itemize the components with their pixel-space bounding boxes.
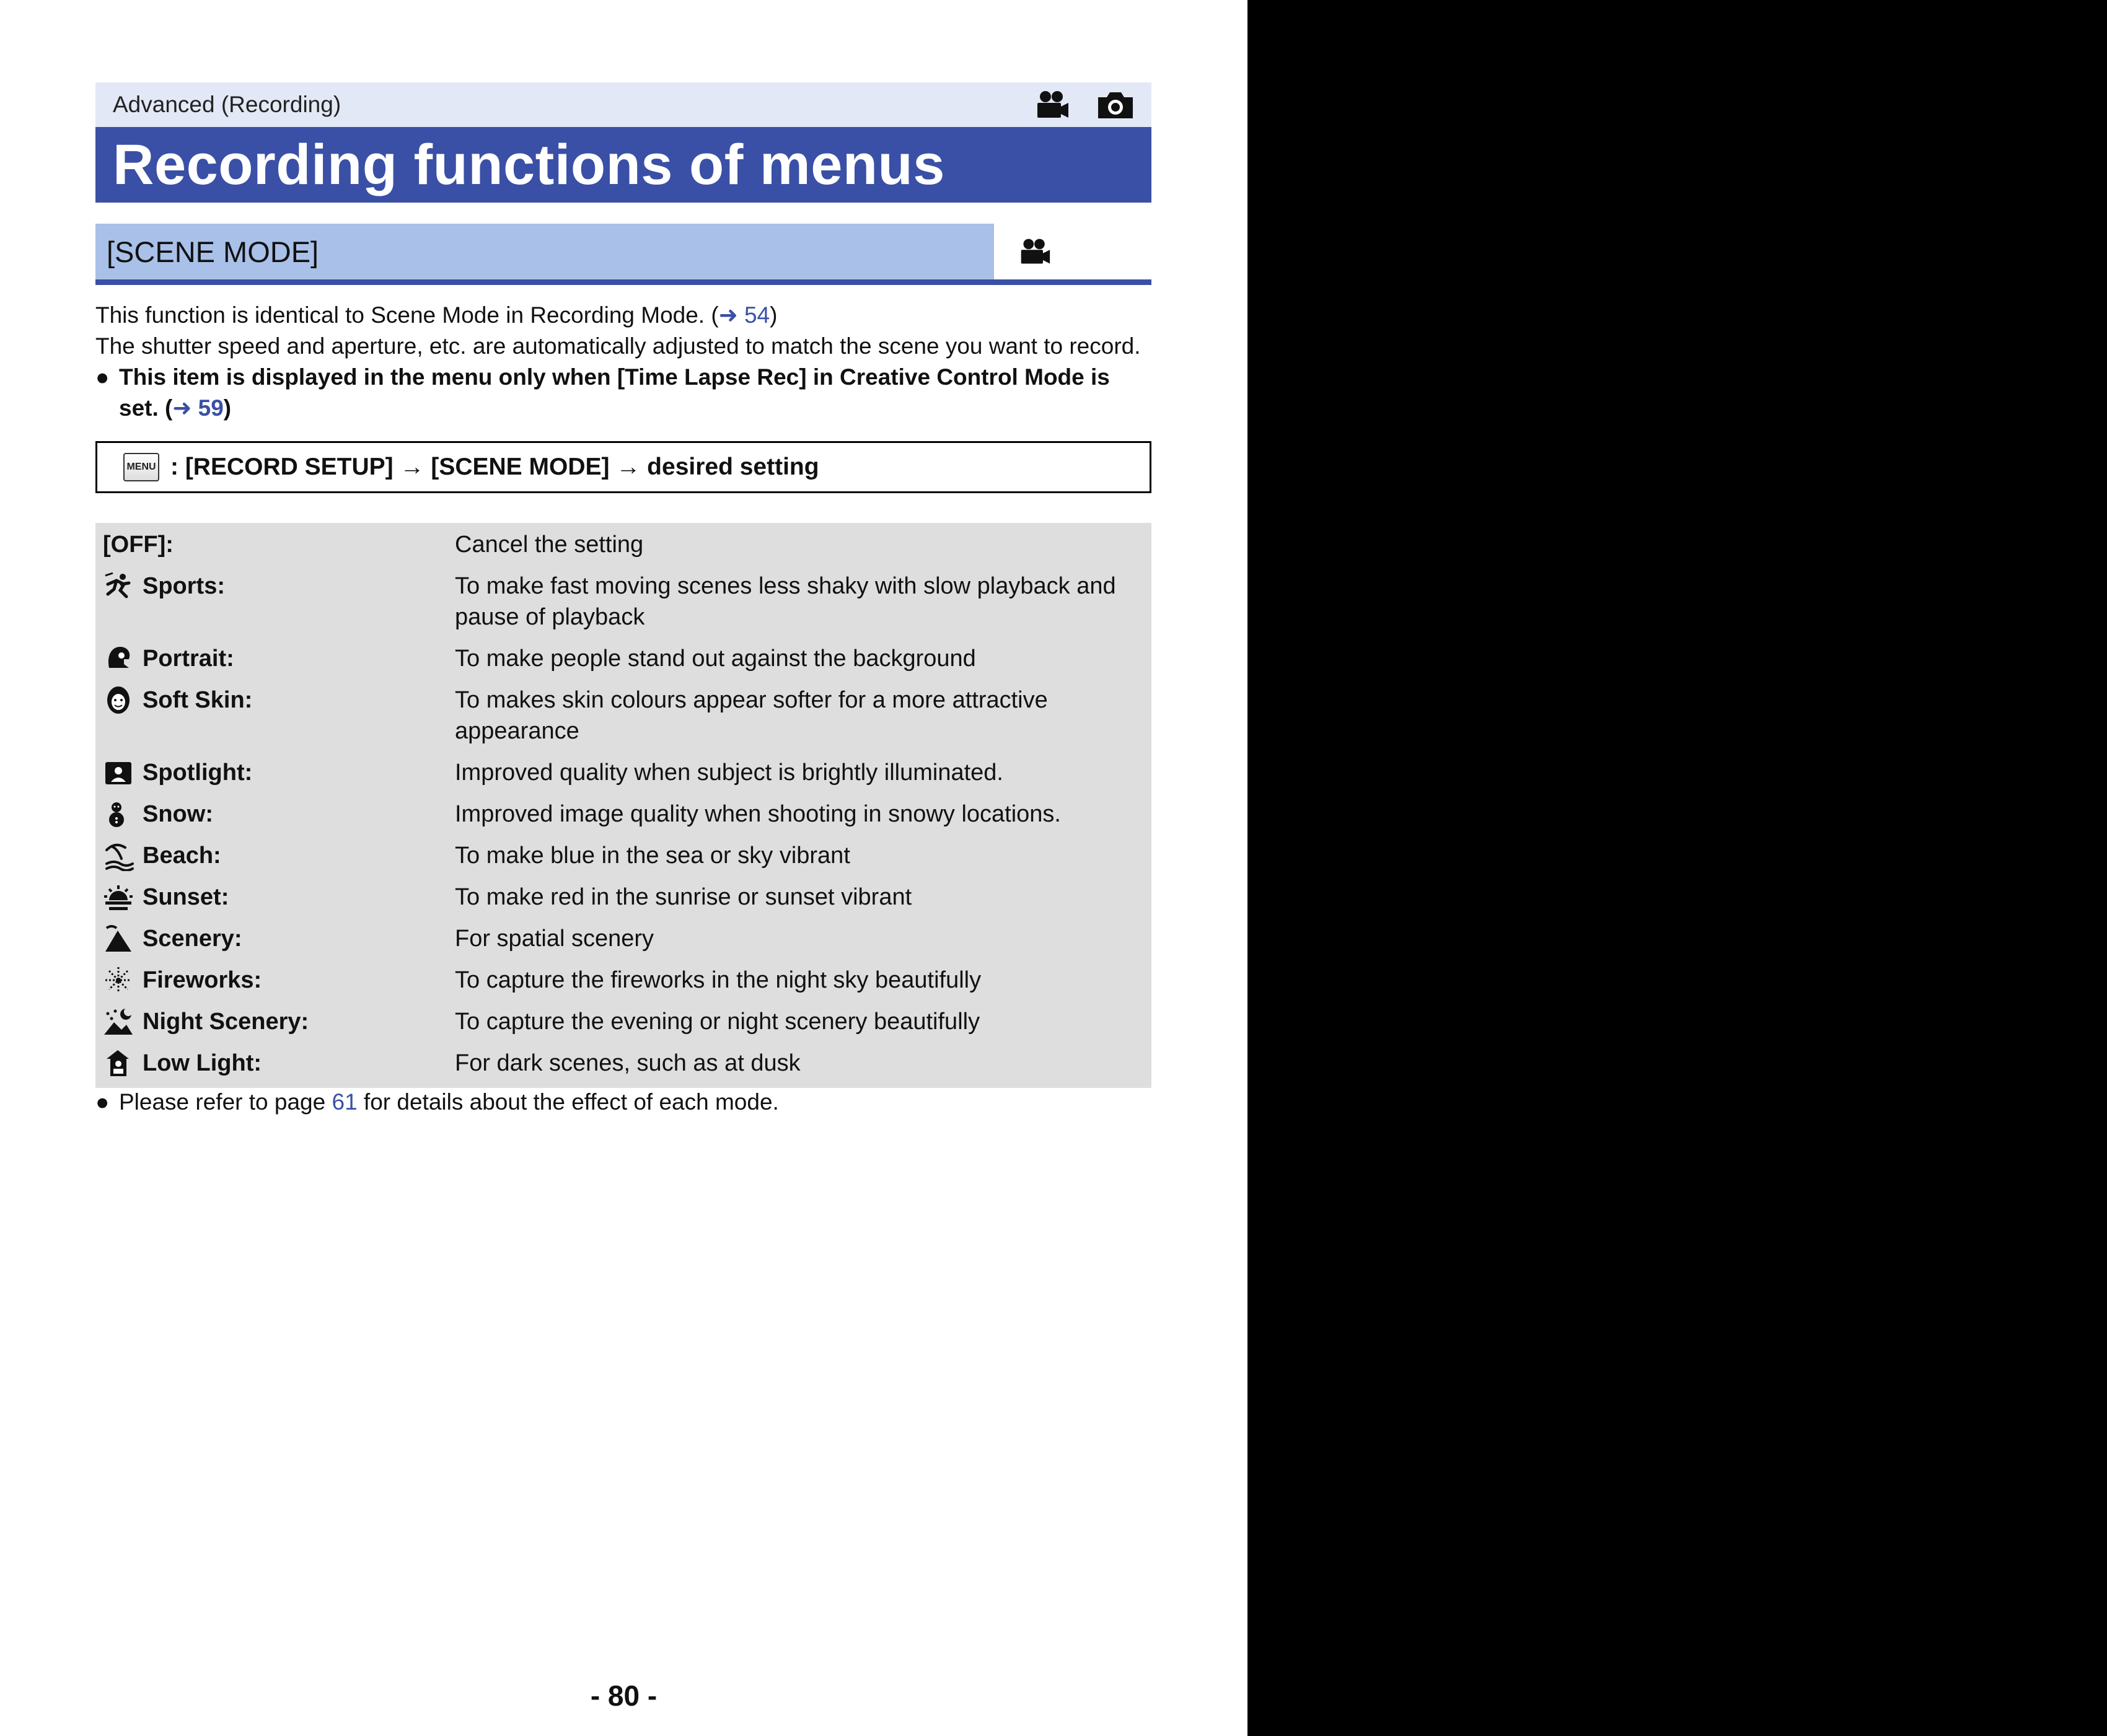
setting-desc: Cancel the setting (455, 532, 644, 558)
setting-row (95, 918, 1151, 960)
setting-name (95, 965, 455, 996)
page-ref-link[interactable]: ➜ 54 (718, 302, 770, 328)
setting-label: Fireworks: (143, 967, 262, 993)
setting-desc: To makes skin colours appear softer for a more attractive appearance (455, 687, 1048, 744)
availability-note (95, 362, 1151, 424)
beach-icon (103, 840, 143, 871)
setting-row (95, 566, 1151, 638)
intro-line-1 (95, 300, 1151, 331)
intro-line-2: The shutter speed and aperture, etc. are automatically adjusted to match the scene you want to record. (95, 333, 1141, 359)
menu-key-icon: MENU (123, 453, 159, 481)
setting-row (95, 960, 1151, 1001)
setting-label: Soft Skin: (143, 687, 253, 713)
setting-name (95, 840, 455, 871)
soft-skin-icon (103, 685, 143, 716)
setting-name (95, 643, 455, 674)
sports-icon (103, 571, 143, 602)
setting-name (95, 923, 455, 954)
menu-path-text: : [RECORD SETUP] → [SCENE MODE] → desired setting (170, 454, 819, 480)
bullet-dot: ● (95, 1089, 110, 1115)
setting-name (95, 799, 455, 830)
availability-text (119, 362, 1151, 424)
setting-name (95, 571, 455, 633)
portrait-icon (103, 643, 143, 674)
paren-close: ) (770, 302, 778, 328)
subsection-mode (994, 224, 1151, 279)
setting-desc: To capture the evening or night scenery beautifully (455, 1009, 980, 1035)
sunset-icon (103, 882, 143, 913)
snow-icon (103, 799, 143, 830)
availability-text-body: This item is displayed in the menu only when [Time Lapse Rec] in Creative Control Mode is set. ( (119, 364, 1110, 421)
section-label: Advanced (Recording) (113, 92, 341, 117)
setting-name (95, 882, 455, 913)
scenery-icon (103, 923, 143, 954)
subsection-title: [SCENE MODE] (95, 224, 994, 279)
note-text: Please refer to page (119, 1089, 332, 1115)
setting-desc: Improved quality when subject is brightly illuminated. (455, 760, 1003, 786)
setting-label: Low Light: (143, 1050, 262, 1076)
setting-label: Sports: (143, 573, 225, 599)
bullet-dot: ● (95, 364, 110, 390)
setting-name (95, 685, 455, 747)
page-title: Recording functions of menus (113, 133, 945, 196)
page-content (95, 82, 1151, 1116)
motion-picture-icon (1035, 90, 1070, 119)
setting-row (95, 877, 1151, 918)
setting-label: Night Scenery: (143, 1009, 309, 1035)
motion-picture-icon (1019, 238, 1051, 265)
setting-row (95, 680, 1151, 752)
setting-row (95, 794, 1151, 835)
intro-text: This function is identical to Scene Mode in Recording Mode. ( (95, 302, 719, 328)
setting-name (95, 1006, 455, 1037)
setting-row (95, 1001, 1151, 1043)
setting-row (95, 638, 1151, 680)
menu-path-box (95, 441, 1151, 493)
title-bar (95, 127, 1151, 203)
setting-name (95, 757, 455, 788)
paren-close: ) (223, 395, 232, 421)
setting-desc: For spatial scenery (455, 926, 654, 952)
setting-desc: For dark scenes, such as at dusk (455, 1050, 801, 1076)
setting-desc: To make blue in the sea or sky vibrant (455, 843, 850, 869)
mode-icons (1035, 90, 1135, 120)
setting-desc: To make people stand out against the background (455, 646, 976, 672)
low-light-icon (103, 1048, 143, 1079)
page-ref-link[interactable]: 61 (332, 1089, 358, 1115)
scene-mode-settings (95, 523, 1151, 1088)
setting-name (95, 529, 455, 560)
setting-desc: To make red in the sunrise or sunset vibrant (455, 884, 912, 910)
setting-label: Snow: (143, 801, 213, 827)
setting-row (95, 1043, 1151, 1084)
night-scenery-icon (103, 1006, 143, 1037)
reference-note-text (119, 1088, 779, 1116)
reference-note (95, 1088, 1151, 1116)
still-picture-icon (1096, 90, 1135, 120)
setting-desc: To capture the fireworks in the night sky beautifully (455, 967, 982, 993)
fireworks-icon (103, 965, 143, 996)
setting-desc: To make fast moving scenes less shaky with slow playback and pause of playback (455, 573, 1116, 630)
setting-label: Scenery: (143, 926, 242, 952)
subsection-header (95, 224, 1151, 285)
setting-row (95, 524, 1151, 566)
note-text: for details about the effect of each mode. (357, 1089, 779, 1115)
spotlight-icon (103, 757, 143, 788)
setting-label: Portrait: (143, 646, 234, 672)
page-ref-link[interactable]: ➜ 59 (172, 395, 224, 421)
setting-row (95, 835, 1151, 877)
setting-name (95, 1048, 455, 1079)
setting-row (95, 752, 1151, 794)
setting-label: Spotlight: (143, 760, 253, 786)
page-number: - 80 - (590, 1680, 658, 1712)
setting-label: Sunset: (143, 884, 229, 910)
setting-label: Beach: (143, 843, 221, 869)
section-bar (95, 82, 1151, 127)
setting-label: [OFF]: (103, 532, 174, 558)
setting-desc: Improved image quality when shooting in snowy locations. (455, 801, 1061, 827)
